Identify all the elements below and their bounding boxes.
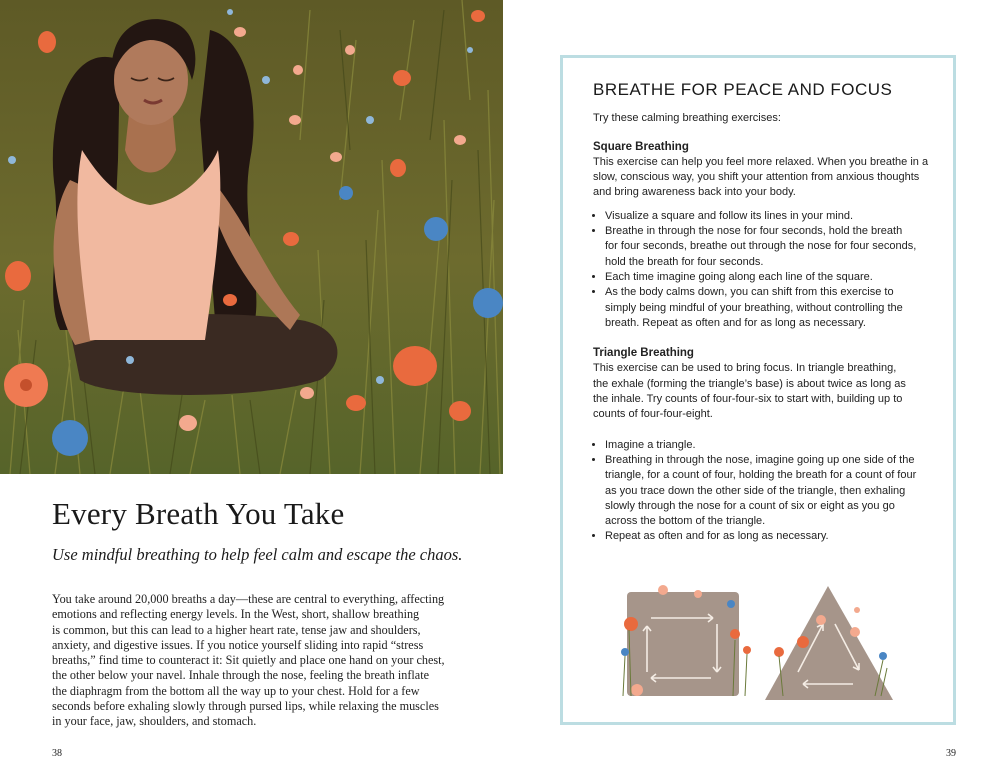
body-line: anxiety, and digestive issues. If you notice yourself sliding into rapid “stress	[52, 637, 424, 652]
square-breathing-description	[593, 155, 933, 201]
body-line: the diaphragm from the bottom all the way up to your chest. Hold for a few	[52, 683, 420, 698]
body-line: the other below your navel. Inhale through the nose, feeling the breath inflate	[52, 668, 430, 683]
list-item	[605, 529, 933, 544]
body-line: breaths,” find time to counteract it: Sit quietly and place one hand on your chest,	[52, 653, 445, 668]
list-line: slowly through the nose for a count of six or eight as you go	[605, 499, 895, 512]
desc-line: and bring awareness back into your body.	[593, 186, 796, 199]
list-line: breath. Repeat as often and for as long as necessary.	[605, 316, 866, 329]
body-line: seconds before exhaling slowly through pursed lips, while relaxing the muscles	[52, 699, 439, 714]
list-line: Each time imagine going along each line of the square.	[605, 270, 873, 283]
body-line: is common, but this can lead to a higher heart rate, tense jaw and shoulders,	[52, 622, 421, 637]
list-line: As the body calms down, you can shift from this exercise to	[605, 286, 894, 299]
body-paragraph	[52, 592, 452, 730]
meditation-illustration	[0, 0, 503, 474]
list-line: triangle, for a count of four, holding the breath for a count of four	[605, 469, 917, 482]
list-item	[605, 453, 933, 529]
square-shape	[627, 592, 739, 696]
list-line: hold the breath for four seconds.	[605, 255, 764, 268]
desc-line: This exercise can help you feel more relaxed. When you breathe in a	[593, 155, 929, 168]
list-line: simply being mindful of your breathing, without controlling the	[605, 301, 903, 314]
list-item	[605, 438, 933, 453]
page-number-right: 39	[946, 748, 956, 759]
list-line: across the bottom of the triangle.	[605, 515, 766, 528]
list-item	[605, 209, 933, 224]
list-line: Imagine a triangle.	[605, 438, 696, 451]
desc-line: the inhale. Try counts of four-four-six to start with, building up to	[593, 393, 903, 406]
body-line: You take around 20,000 breaths a day—these are central to everything, affecting	[52, 592, 445, 606]
triangle-shape	[765, 586, 893, 700]
list-line: Repeat as often and for as long as necessary.	[605, 530, 829, 543]
list-line: as you trace down the other side of the triangle, then exhaling	[605, 484, 906, 497]
list-item	[605, 224, 933, 270]
body-line: emotions and reflecting energy levels. In the West, short, shallow breathing	[52, 607, 420, 622]
list-item	[605, 285, 933, 331]
list-item	[605, 270, 933, 285]
page-subtitle: Use mindful breathing to help feel calm and escape the chaos.	[52, 545, 463, 564]
triangle-breathing-heading: Triangle Breathing	[593, 347, 694, 360]
orange-daisy	[4, 363, 48, 407]
desc-line: the exhale (forming the triangle’s base) is about twice as long as	[593, 377, 906, 390]
triangle-breathing-steps	[593, 438, 933, 545]
page-title: Every Breath You Take	[52, 496, 345, 531]
desc-line: slow, conscious way, you shift your attention from anxious thoughts	[593, 171, 920, 184]
body-line: in your face, jaw, shoulders, and stomach.	[52, 714, 257, 729]
square-breathing-heading: Square Breathing	[593, 140, 689, 153]
square-breathing-steps	[593, 209, 933, 331]
list-line: for four seconds, breathe out through the nose for four seconds,	[605, 240, 917, 253]
list-line: Breathing in through the nose, imagine going up one side of the	[605, 453, 915, 466]
box-intro: Try these calming breathing exercises:	[593, 112, 781, 125]
box-title: BREATHE FOR PEACE AND FOCUS	[593, 80, 893, 99]
triangle-breathing-description	[593, 361, 933, 422]
list-line: Visualize a square and follow its lines in your mind.	[605, 209, 854, 222]
desc-line: counts of four-four-eight.	[593, 408, 713, 421]
page-number-left: 38	[52, 748, 62, 759]
breathing-shapes-illustration	[613, 580, 913, 705]
desc-line: This exercise can be used to bring focus. In triangle breathing,	[593, 362, 897, 375]
list-line: Breathe in through the nose for four seconds, hold the breath	[605, 225, 903, 238]
